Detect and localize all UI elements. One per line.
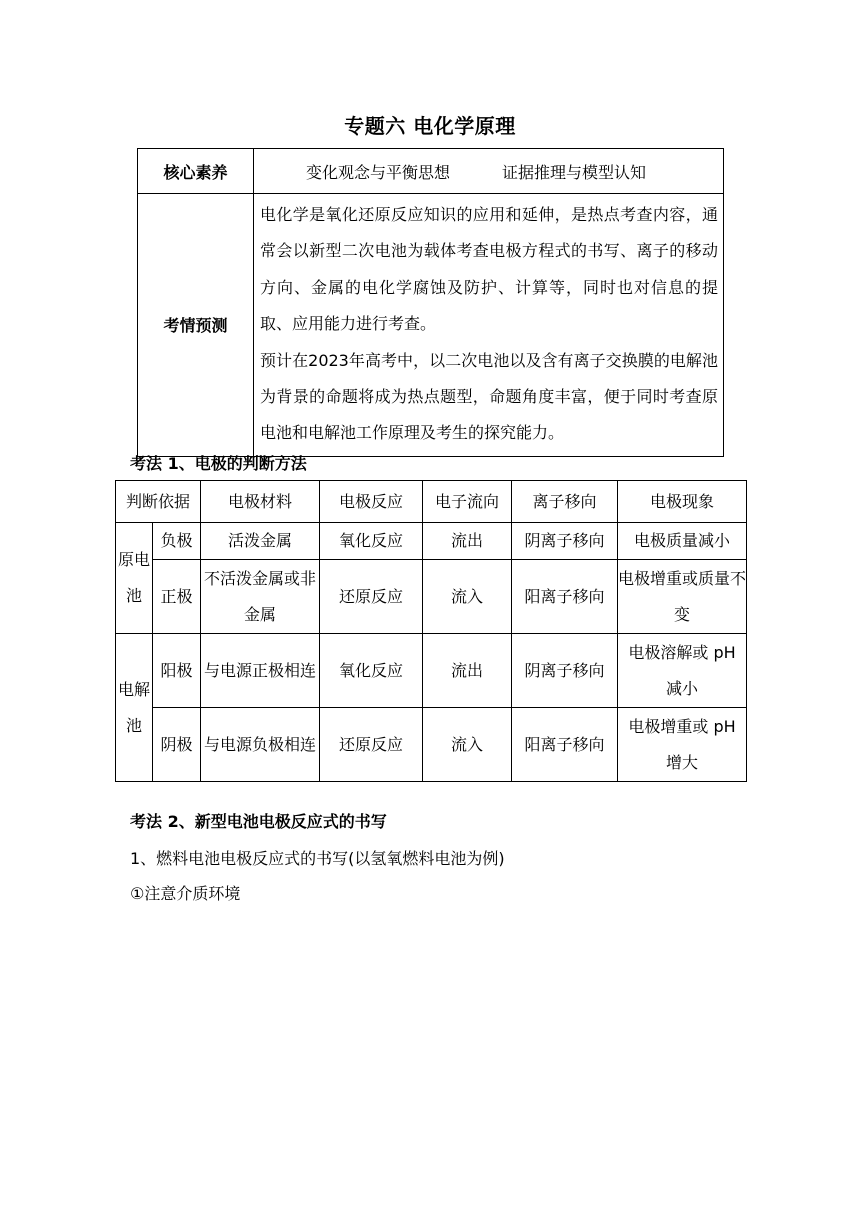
column-header: 电子流向 — [423, 481, 512, 523]
literacy-values — [254, 149, 724, 194]
table-cell: 氧化反应 — [320, 634, 423, 708]
table-cell: 与电源负极相连 — [201, 708, 320, 782]
column-header: 电极反应 — [320, 481, 423, 523]
forecast-paragraph: 电化学是氧化还原反应知识的应用和延伸，是热点考查内容，通常会以新型二次电池为载体考查电极方程式的书写、离子的移动方向、金属的电化学腐蚀及防护、计算等，同时也对信息的提取、应用能力进行考查。 — [260, 205, 718, 334]
column-header: 电极材料 — [201, 481, 320, 523]
table-row — [116, 523, 747, 560]
table-cell: 流入 — [423, 708, 512, 782]
table-cell: 阴离子移向 — [512, 523, 618, 560]
table-row — [116, 560, 747, 634]
table-cell: 活泼金属 — [201, 523, 320, 560]
literacy-item: 证据推理与模型认知 — [502, 162, 647, 182]
table-cell: 电极增重或质量不变 — [618, 560, 747, 634]
table-cell: 流出 — [423, 523, 512, 560]
group-label-electrolytic-cell: 电解池 — [116, 634, 153, 782]
table-cell: 电极溶解或 pH 减小 — [618, 634, 747, 708]
table-cell: 阳离子移向 — [512, 708, 618, 782]
table-cell: 还原反应 — [320, 708, 423, 782]
table-cell: 流入 — [423, 560, 512, 634]
table-cell: 正极 — [153, 560, 201, 634]
table-header-row — [116, 481, 747, 523]
section-heading: 考法 1、电极的判断方法 — [130, 454, 307, 473]
column-header: 电极现象 — [618, 481, 747, 523]
table-cell: 氧化反应 — [320, 523, 423, 560]
forecast-label: 考情预测 — [138, 194, 254, 457]
page-title: 专题六 电化学原理 — [344, 114, 516, 138]
literacy-row — [138, 149, 724, 194]
forecast-text — [254, 194, 724, 457]
table-cell: 负极 — [153, 523, 201, 560]
column-header: 判断依据 — [116, 481, 201, 523]
table-cell: 阴极 — [153, 708, 201, 782]
column-header: 离子移向 — [512, 481, 618, 523]
table-cell: 不活泼金属或非金属 — [201, 560, 320, 634]
forecast-paragraph: 预计在2023年高考中，以二次电池以及含有离子交换膜的电解池为背景的命题将成为热点题型，命题角度丰富，便于同时考查原电池和电解池工作原理及考生的探究能力。 — [260, 350, 718, 443]
section-heading: 考法 2、新型电池电极反应式的书写 — [130, 812, 387, 831]
literacy-item: 变化观念与平衡思想 — [306, 162, 451, 182]
table-row — [116, 634, 747, 708]
table-cell: 阳离子移向 — [512, 560, 618, 634]
table-cell: 阴离子移向 — [512, 634, 618, 708]
table-row — [116, 708, 747, 782]
body-text-line: ①注意介质环境 — [130, 884, 241, 903]
table-cell: 电极增重或 pH 增大 — [618, 708, 747, 782]
body-text-line: 1、燃料电池电极反应式的书写(以氢氧燃料电池为例) — [130, 849, 505, 868]
table-cell: 阳极 — [153, 634, 201, 708]
forecast-row — [138, 194, 724, 457]
overview-table — [137, 148, 724, 457]
table-cell: 电极质量减小 — [618, 523, 747, 560]
group-label-galvanic-cell: 原电池 — [116, 523, 153, 634]
literacy-label: 核心素养 — [138, 149, 254, 194]
table-cell: 流出 — [423, 634, 512, 708]
table-cell: 还原反应 — [320, 560, 423, 634]
table-cell: 与电源正极相连 — [201, 634, 320, 708]
electrode-judgment-table — [115, 480, 747, 782]
